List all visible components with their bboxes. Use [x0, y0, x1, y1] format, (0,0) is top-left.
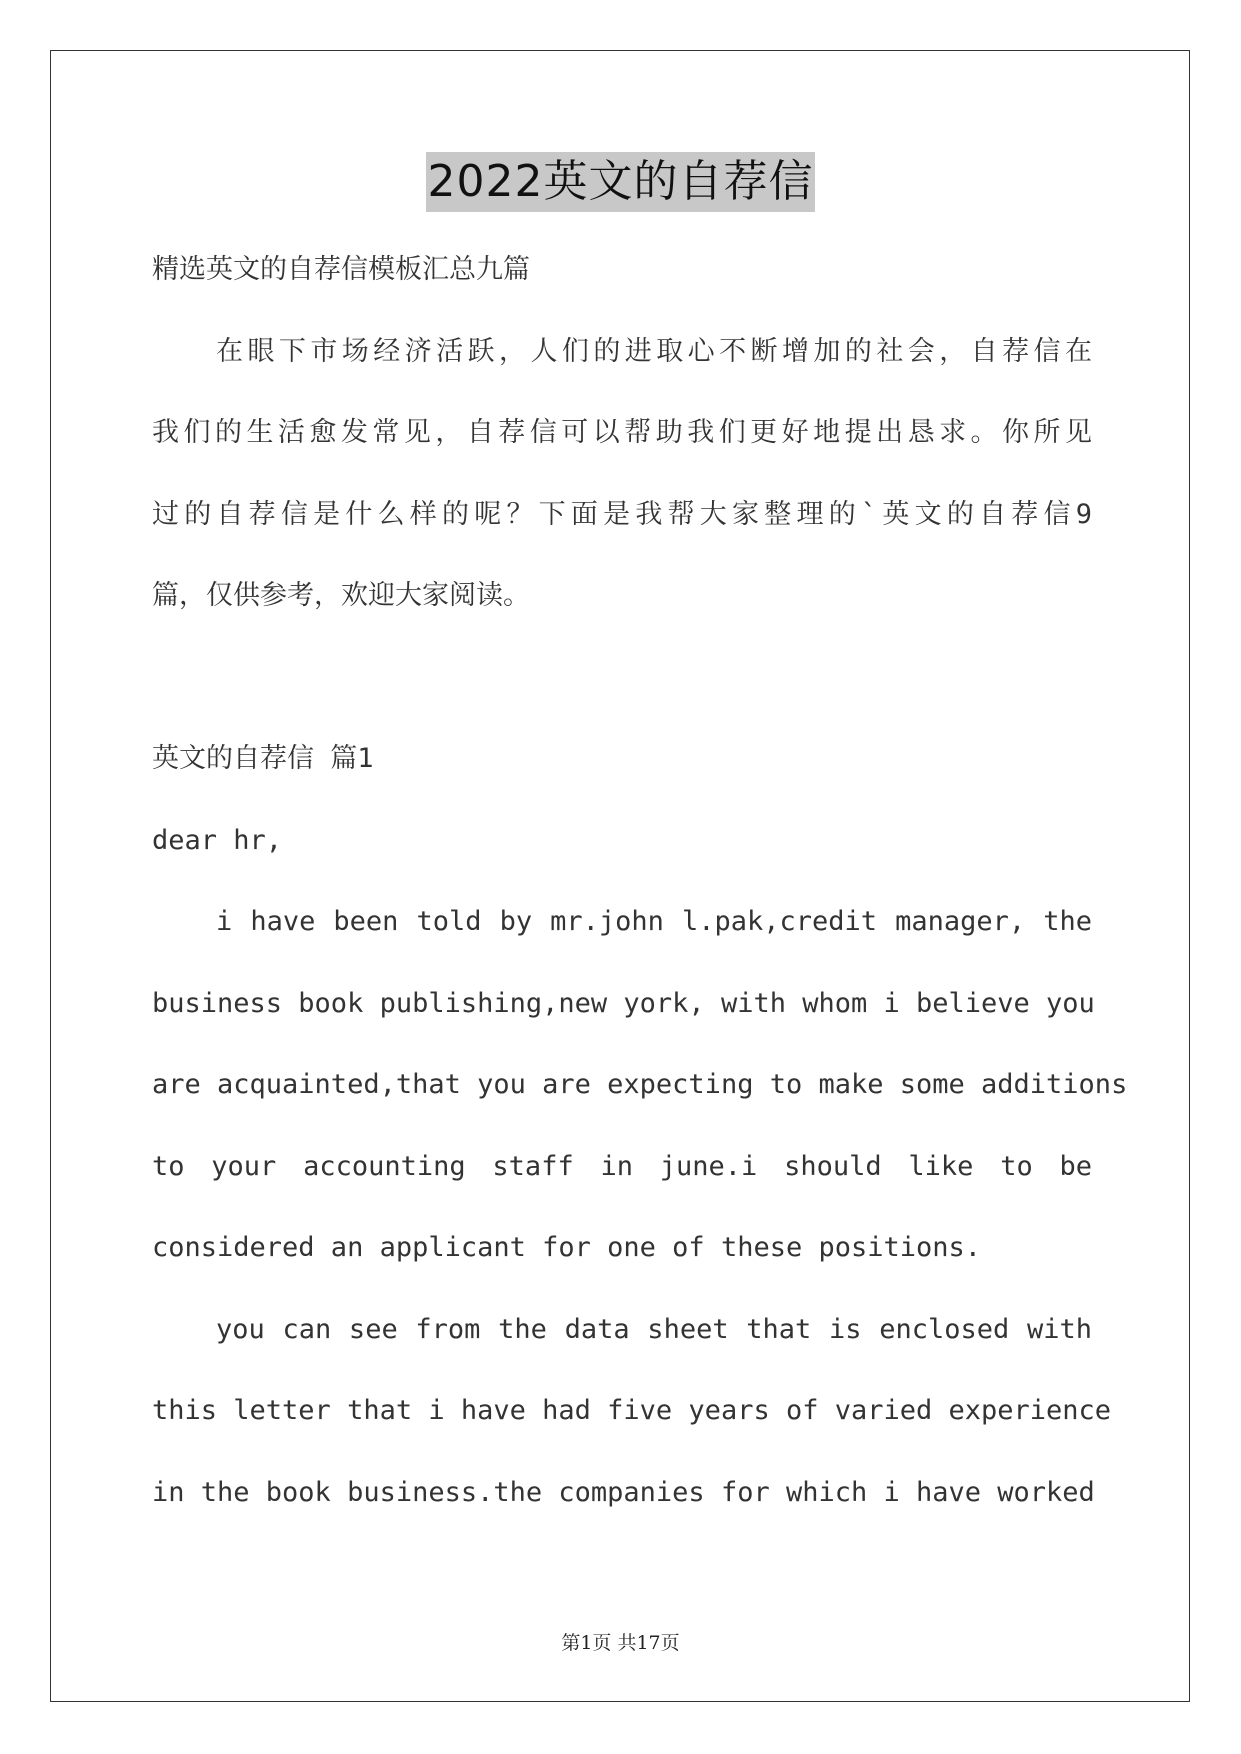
document-body: [152, 245, 1128, 1549]
document-subtitle: 精选英文的自荐信模板汇总九篇: [152, 254, 530, 285]
paragraph1-line-3: are acquainted,that you are expecting to make some additions: [152, 1069, 1128, 1100]
paragraph2-line-2: this letter that i have had five years of varied experience: [152, 1395, 1112, 1426]
greeting: dear hr,: [152, 824, 283, 856]
intro-line-4: 篇，仅供参考，欢迎大家阅读。: [152, 580, 530, 611]
section-heading: 英文的自荐信 篇1: [152, 743, 374, 774]
document-title: 2022英文的自荐信: [426, 152, 816, 212]
paragraph2-line-3: in the book business.the companies for which i have worked: [152, 1476, 1095, 1508]
title-container: [0, 152, 1241, 212]
paragraph1-line-2: business book publishing,new york, with whom i believe you: [152, 987, 1095, 1019]
page-number-footer: 第1页 共17页: [561, 1632, 680, 1654]
intro-line-2: 我们的生活愈发常见，自荐信可以帮助我们更好地提出恳求。你所见: [152, 417, 1092, 448]
blank-line: [152, 653, 1092, 735]
intro-line-1: 在眼下市场经济活跃，人们的进取心不断增加的社会，自荐信在: [216, 335, 1092, 367]
paragraph1-line-1: i have been told by mr.john l.pak,credit manager, the: [216, 906, 1092, 937]
intro-line-3: 过的自荐信是什么样的呢？下面是我帮大家整理的`英文的自荐信9: [152, 498, 1092, 530]
paragraph1-line-5: considered an applicant for one of these positions.: [152, 1232, 982, 1263]
paragraph1-line-4: to your accounting staff in june.i should like to be: [152, 1150, 1092, 1182]
paragraph2-line-1: you can see from the data sheet that is enclosed with: [216, 1313, 1092, 1345]
